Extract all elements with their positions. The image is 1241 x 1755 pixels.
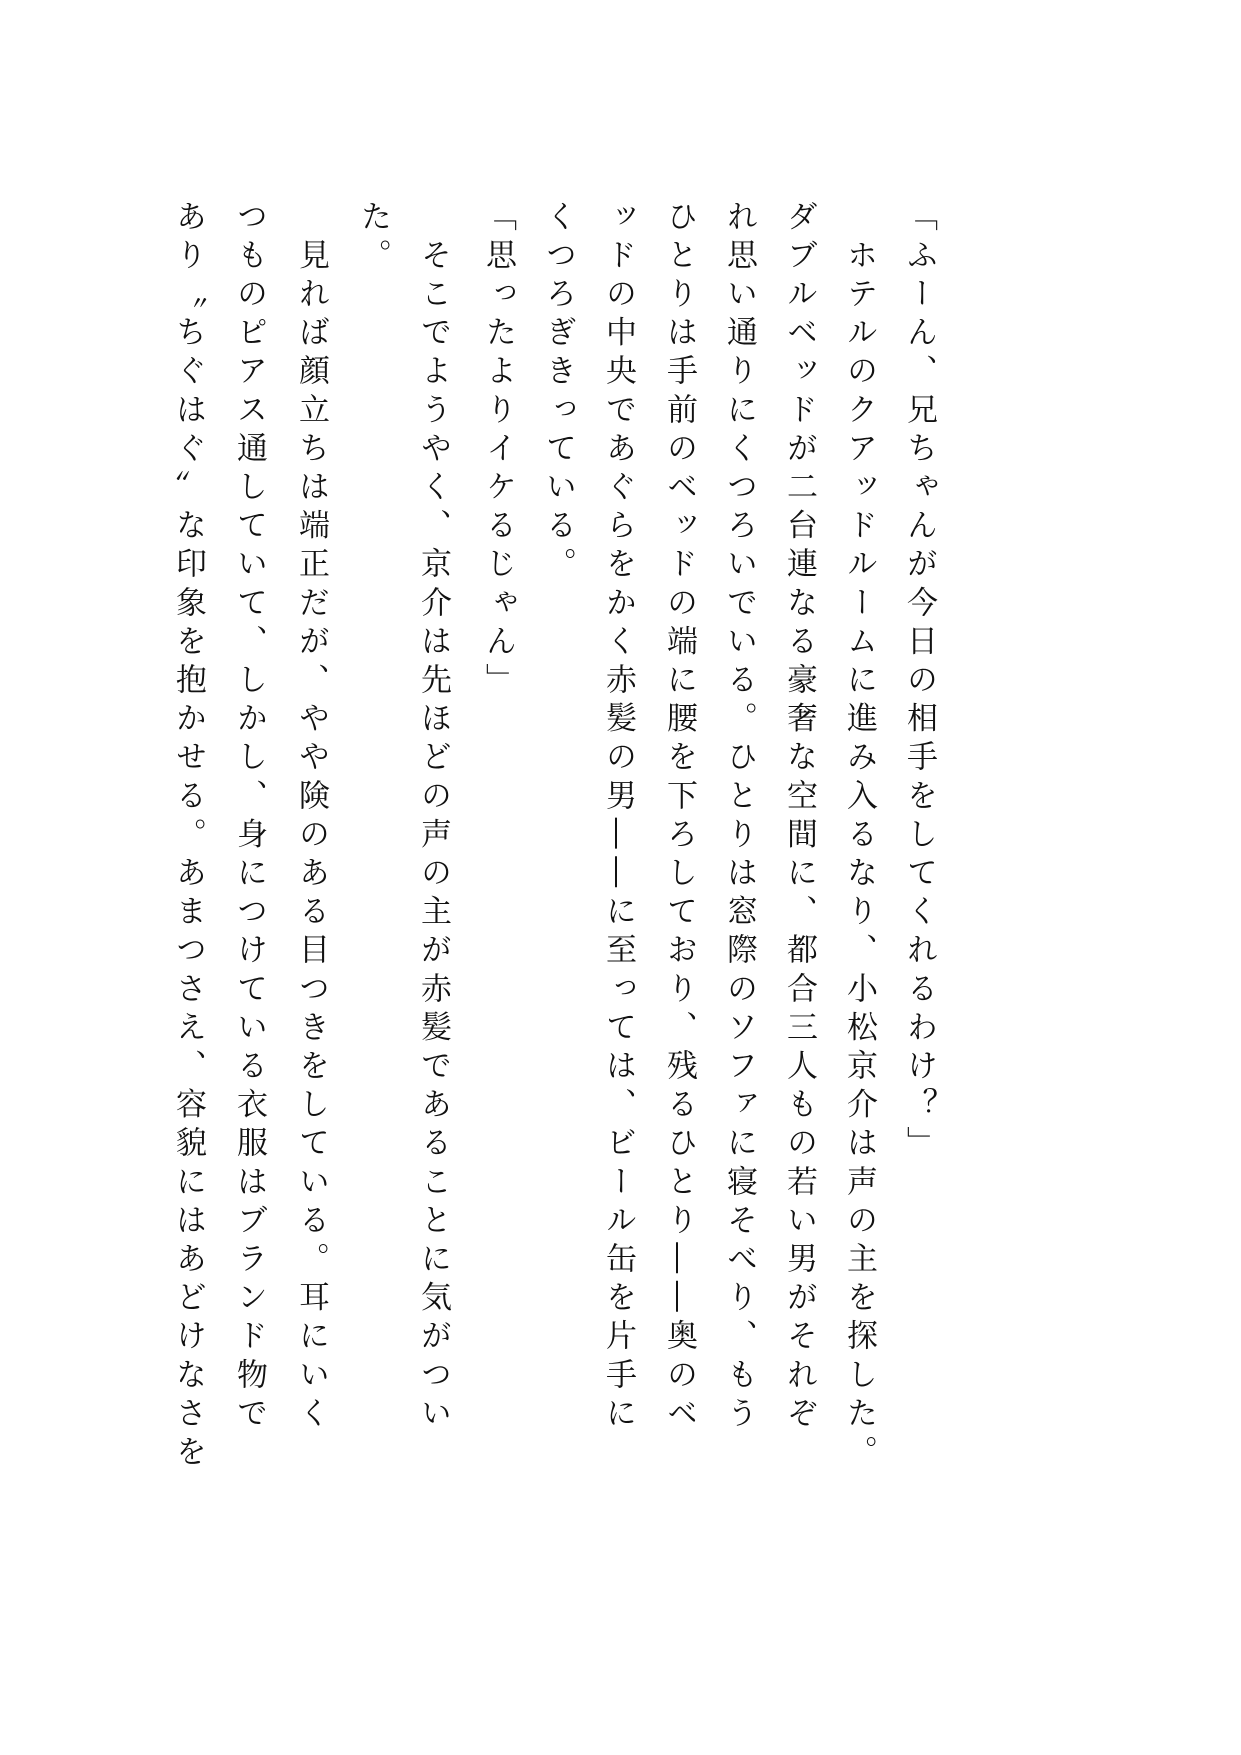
text-line: た。 (355, 200, 391, 278)
text-line: くつろぎきっている。 (540, 200, 576, 586)
text-line: ひとりは手前のベッドの端に腰を下ろしており、残るひとり――奥のベ (661, 200, 697, 1436)
text-line: 「ふーん、兄ちゃんが今日の相手をしてくれるわけ？」 (901, 200, 937, 1165)
text-line: つものピアス通していて、しかし、身につけている衣服はブランド物で (231, 200, 267, 1436)
text-line: そこでようやく、京介は先ほどの声の主が赤髪であることに気がつい (415, 200, 451, 1436)
text-line: あり〝ちぐはぐ〟な印象を抱かせる。あまつさえ、容貌にはあどけなさを (170, 200, 206, 1474)
text-line: ダブルベッドが二台連なる豪奢な空間に、都合三人もの若い男がそれぞ (781, 200, 817, 1436)
text-line: ホテルのクアッドルームに進み入るなり、小松京介は声の主を探した。 (841, 200, 877, 1474)
text-line: 「思ったよりイケるじゃん」 (480, 200, 516, 702)
text-line: 見れば顔立ちは端正だが、やや険のある目つきをしている。耳にいく (293, 200, 329, 1436)
text-line: ッドの中央であぐらをかく赤髪の男――に至っては、ビール缶を片手に (600, 200, 636, 1436)
text-line: れ思い通りにくつろいでいる。ひとりは窓際のソファに寝そべり、もう (721, 200, 757, 1436)
